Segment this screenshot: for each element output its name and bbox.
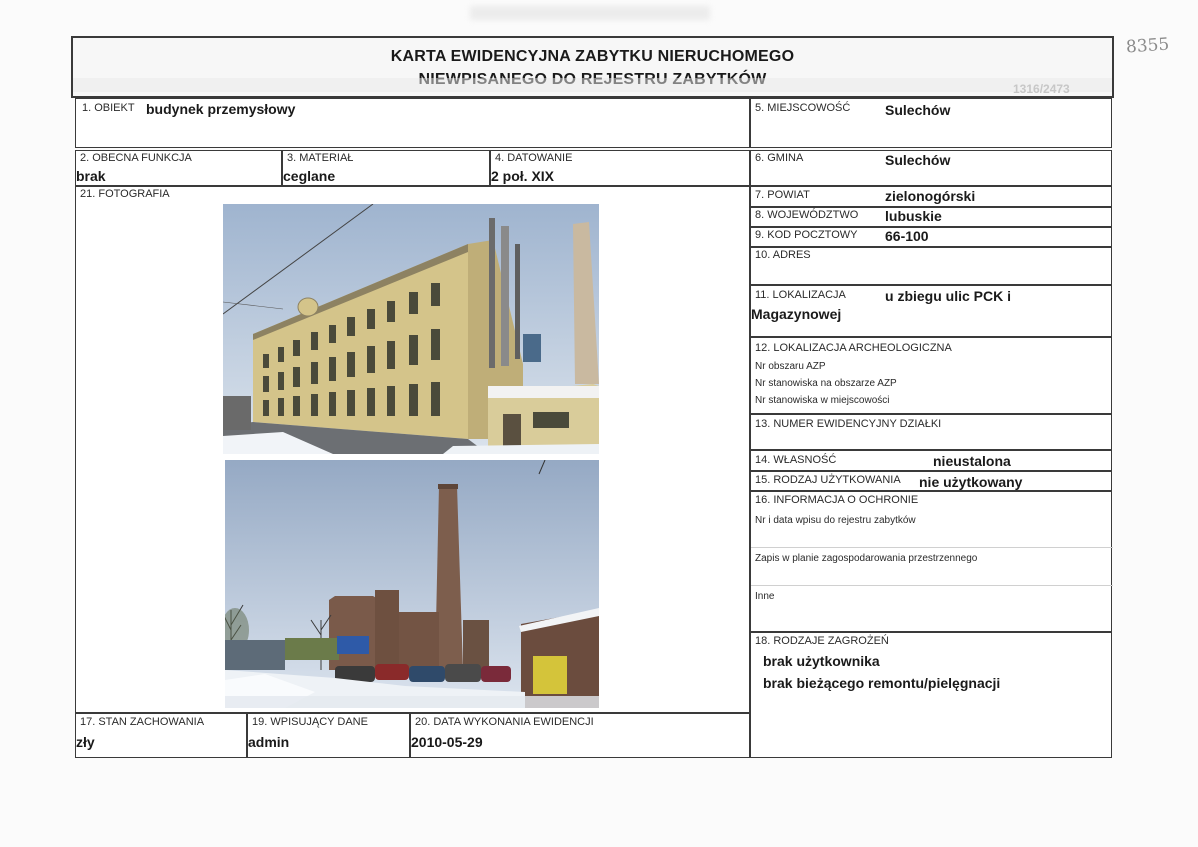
label-fotografia: 21. FOTOGRAFIA <box>80 188 170 200</box>
scan-smudge <box>470 6 710 20</box>
value-funkcja: brak <box>76 168 106 184</box>
photo-factory-building <box>223 204 599 454</box>
cell-data <box>410 713 750 758</box>
photo-chimney-parking <box>225 460 599 708</box>
cell-gmina <box>750 150 1112 186</box>
label-kod: 9. KOD POCZTOWY <box>755 229 858 241</box>
cell-fotografia <box>75 186 750 713</box>
value-datowanie: 2 poł. XIX <box>491 168 555 184</box>
label-stan: 17. STAN ZACHOWANIA <box>80 716 205 728</box>
value-wlasnosc: nieustalona <box>933 453 1011 469</box>
cell-zagrozenia <box>750 632 1112 758</box>
value-uzytkowanie: nie użytkowany <box>919 474 1023 490</box>
title-line-1: KARTA EWIDENCYJNA ZABYTKU NIERUCHOMEGO <box>390 48 795 65</box>
cell-obiekt <box>75 98 750 148</box>
cell-adres <box>750 247 1112 285</box>
cell-funkcja <box>75 150 282 186</box>
reference-number: 1316/2473 <box>1013 82 1070 96</box>
label-miejscowosc: 5. MIEJSCOWOŚĆ <box>755 102 851 114</box>
label-lokalizacja: 11. LOKALIZACJA <box>755 289 846 301</box>
cell-uzytkowanie <box>750 471 1112 491</box>
ochrona-divider-2 <box>751 585 1113 586</box>
title-underline <box>73 78 1112 92</box>
label-adres: 10. ADRES <box>755 249 811 261</box>
cell-kod <box>750 227 1112 247</box>
ochrona-divider-1 <box>751 547 1113 548</box>
label-data: 20. DATA WYKONANIA EWIDENCJI <box>415 716 594 728</box>
value-data: 2010-05-29 <box>411 734 483 750</box>
value-stan: zły <box>76 734 95 750</box>
value-lokalizacja-line1: u zbiegu ulic PCK i <box>885 288 1012 304</box>
cell-wlasnosc <box>750 450 1112 471</box>
archeo-obszar: Nr obszaru AZP <box>755 361 826 372</box>
title-block <box>71 36 1114 98</box>
value-wpisujacy: admin <box>248 734 290 750</box>
cell-material <box>282 150 490 186</box>
label-powiat: 7. POWIAT <box>755 189 810 201</box>
cell-dzialka <box>750 414 1112 450</box>
label-uzytkowanie: 15. RODZAJ UŻYTKOWANIA <box>755 474 901 486</box>
label-zagrozenia: 18. RODZAJE ZAGROŻEŃ <box>755 635 889 647</box>
cell-wojewodztwo <box>750 207 1112 227</box>
cell-powiat <box>750 186 1112 207</box>
ochrona-inne: Inne <box>755 591 775 602</box>
cell-miejscowosc <box>750 98 1112 148</box>
label-wpisujacy: 19. WPISUJĄCY DANE <box>252 716 368 728</box>
label-ochrona: 16. INFORMACJA O OCHRONIE <box>755 494 919 506</box>
cell-wpisujacy <box>247 713 410 758</box>
value-obiekt: budynek przemysłowy <box>146 101 296 117</box>
zagrozenie-item-2: brak bieżącego remontu/pielęgnacji <box>763 675 1001 691</box>
archeo-stanowisko-miejscowosc: Nr stanowiska w miejscowości <box>755 395 890 406</box>
value-kod: 66-100 <box>885 228 929 244</box>
label-material: 3. MATERIAŁ <box>287 152 354 164</box>
ochrona-plan: Zapis w planie zagospodarowania przestrzennego <box>755 553 978 564</box>
handwritten-number: 8355 <box>1125 34 1170 58</box>
label-dzialka: 13. NUMER EWIDENCYJNY DZIAŁKI <box>755 418 942 430</box>
archeo-stanowisko-azp: Nr stanowiska na obszarze AZP <box>755 378 897 389</box>
value-wojewodztwo: lubuskie <box>885 208 942 224</box>
value-lokalizacja-line2: Magazynowej <box>751 306 842 322</box>
value-miejscowosc: Sulechów <box>885 102 951 118</box>
cell-archeologia <box>750 337 1112 414</box>
zagrozenie-item-1: brak użytkownika <box>763 653 880 669</box>
cell-datowanie <box>490 150 750 186</box>
label-gmina: 6. GMINA <box>755 152 804 164</box>
cell-stan <box>75 713 247 758</box>
label-archeologia: 12. LOKALIZACJA ARCHEOLOGICZNA <box>755 342 952 354</box>
ochrona-rejestr: Nr i data wpisu do rejestru zabytków <box>755 515 916 526</box>
label-wojewodztwo: 8. WOJEWÓDZTWO <box>755 209 859 221</box>
cell-ochrona <box>750 491 1112 632</box>
cell-lokalizacja <box>750 285 1112 337</box>
label-datowanie: 4. DATOWANIE <box>495 152 573 164</box>
label-funkcja: 2. OBECNA FUNKCJA <box>80 152 192 164</box>
label-wlasnosc: 14. WŁASNOŚĆ <box>755 454 837 466</box>
value-gmina: Sulechów <box>885 152 951 168</box>
value-material: ceglane <box>283 168 336 184</box>
value-powiat: zielonogórski <box>885 188 976 204</box>
label-obiekt: 1. OBIEKT <box>82 102 135 114</box>
